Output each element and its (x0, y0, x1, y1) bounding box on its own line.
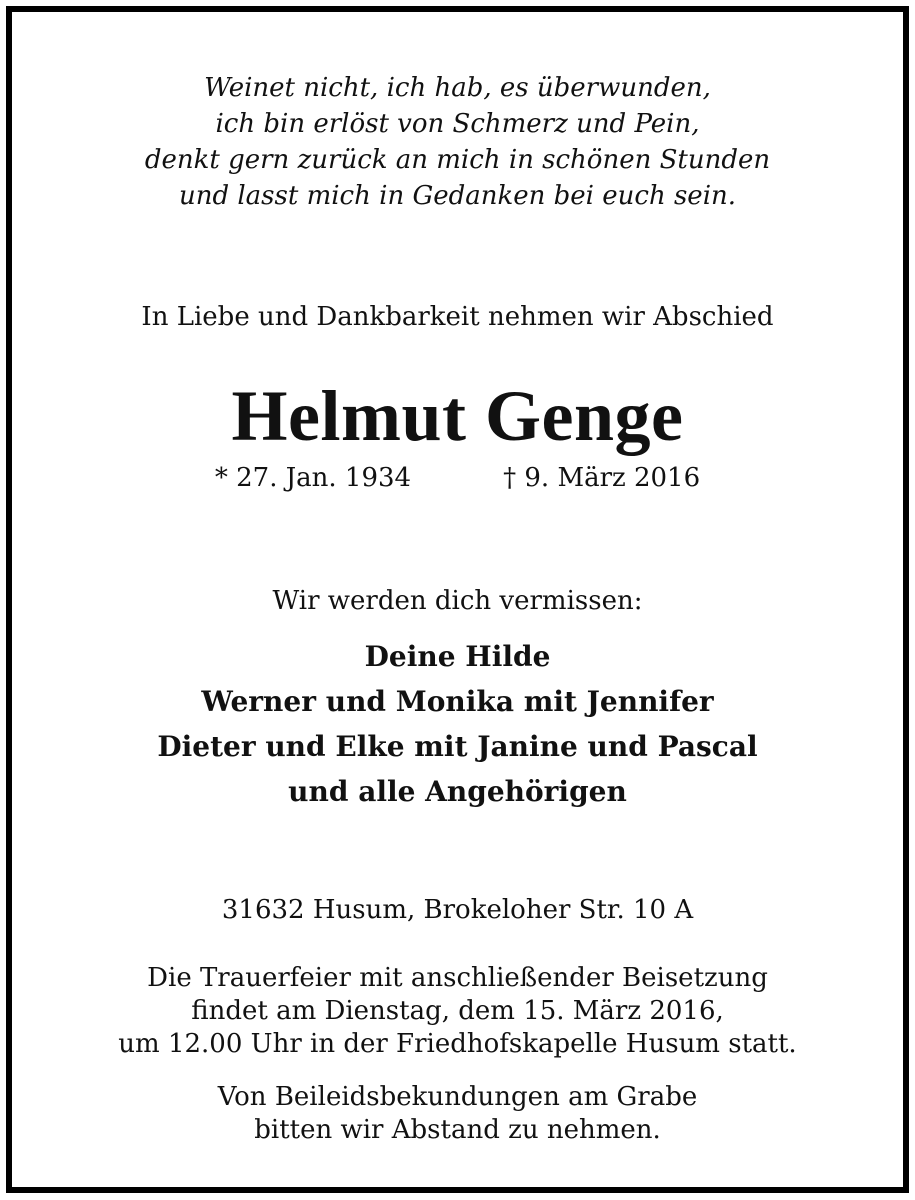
mourner-line: und alle Angehörigen (288, 775, 627, 808)
condolence-line: bitten wir Abstand zu nehmen. (254, 1115, 661, 1145)
mourners-list (12, 634, 903, 814)
mourner-line: Werner und Monika mit Jennifer (201, 685, 714, 718)
birth-date: * 27. Jan. 1934 (214, 463, 412, 493)
mourner-line: Deine Hilde (364, 640, 551, 673)
ceremony-line: um 12.00 Uhr in der Friedhofskapelle Husum statt. (118, 1029, 797, 1059)
poem-line: und lasst mich in Gedanken bei euch sein. (178, 181, 737, 211)
ceremony-line: Die Trauerfeier mit anschließender Beisetzung (147, 963, 768, 993)
mourner-line: Dieter und Elke mit Janine und Pascal (157, 730, 758, 763)
poem-line: Weinet nicht, ich hab, es überwunden, (204, 73, 711, 103)
poem-line: ich bin erlöst von Schmerz und Pein, (215, 109, 700, 139)
condolence-line: Von Beileidsbekundungen am Grabe (217, 1082, 698, 1112)
ceremony-line: findet am Dienstag, dem 15. März 2016, (191, 996, 724, 1026)
obituary-frame (6, 6, 909, 1193)
deceased-name: Helmut Genge (231, 376, 684, 456)
life-dates (12, 460, 903, 496)
condolence-note (12, 1081, 903, 1147)
death-date: † 9. März 2016 (503, 463, 701, 493)
family-address: 31632 Husum, Brokeloher Str. 10 A (221, 895, 694, 925)
farewell-intro: In Liebe und Dankbarkeit nehmen wir Abschied (141, 302, 774, 332)
memorial-poem (12, 70, 903, 214)
funeral-ceremony-info (12, 962, 903, 1061)
miss-you-line: Wir werden dich vermissen: (272, 586, 643, 616)
poem-line: denkt gern zurück an mich in schönen Stunden (144, 145, 771, 175)
